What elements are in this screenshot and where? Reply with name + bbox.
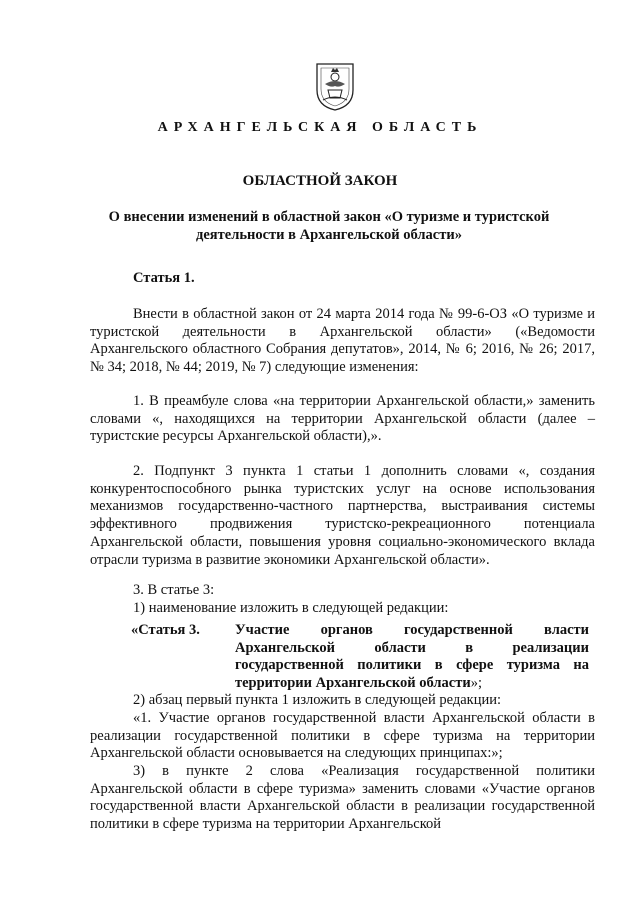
amendment-item-2: 2. Подпункт 3 пункта 1 статьи 1 дополнить словами «, создания конкурентоспособного рынка туристских услуг на основе использования механизмов государственно-частного партнерства, выстраивания системы эффективного продвижения туристско-рекреационного потенциала Архангельской области, повышения уровня социально-экономического вклада отрасли туризма в развитие экономики Архангельской области». bbox=[90, 463, 595, 568]
amendment-item-3: 3. В статье 3: bbox=[133, 582, 215, 598]
amendment-item-3-3: 3) в пункте 2 слова «Реализация государственной политики Архангельской области в сфере туризма» заменить словами «Участие органов государственной власти Архангельской области в реализации государственной политики в сфере туризма на территории Архангельской bbox=[90, 763, 595, 833]
document-type: ОБЛАСТНОЙ ЗАКОН bbox=[242, 173, 398, 189]
law-title: О внесении изменений в областной закон «О туризме и туристской деятельности в Архангельской области» bbox=[108, 209, 550, 243]
quoted-article-label: «Статья 3. bbox=[131, 622, 200, 638]
region-name: АРХАНГЕЛЬСКАЯ ОБЛАСТЬ bbox=[157, 120, 483, 135]
article-intro: Внести в областной закон от 24 марта 2014 года № 99-6-ОЗ «О туризме и туристской деятельности в Архангельской области» («Ведомости Архангельского областного Собрания депутатов», 2014, № 6; 2016, № 26; 2017, № 34; 2018, № 44; 2019, № 7) следующие изменения: bbox=[90, 306, 595, 376]
article-heading-text: Статья 1. bbox=[133, 270, 195, 286]
quoted-article-title: Участие органов государственной власти Архангельской области в реализации государственной политики в сфере туризма на территории Архангельской области»; bbox=[235, 622, 589, 691]
article-heading bbox=[133, 270, 638, 288]
amendment-item-1: 1. В преамбуле слова «на территории Архангельской области,» заменить словами «, находящихся на территории Архангельской области (далее – туристские ресурсы Архангельской области),». bbox=[90, 393, 595, 445]
amendment-item-3-1: 1) наименование изложить в следующей редакции: bbox=[133, 600, 449, 616]
amendment-item-3-2: 2) абзац первый пункта 1 изложить в следующей редакции: bbox=[133, 692, 502, 708]
amendment-item-3-2-text: «1. Участие органов государственной власти Архангельской области в реализации государственной политики в сфере туризма на территории Архангельской области основывается на следующих принципах:»; bbox=[90, 710, 595, 762]
coat-of-arms-icon bbox=[313, 60, 357, 112]
